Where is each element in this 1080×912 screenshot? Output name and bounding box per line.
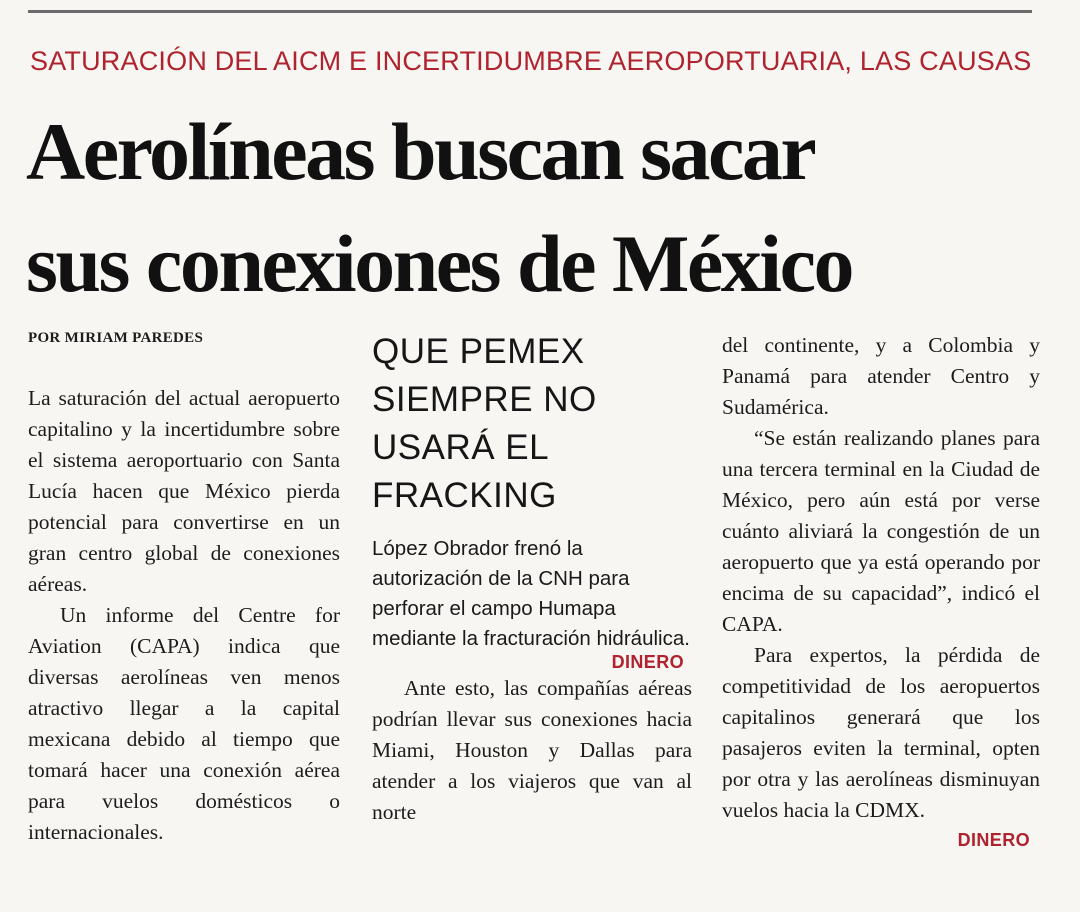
sidebar-headline: QUE PEMEX SIEMPRE NO USARÁ EL FRACKING [372, 332, 597, 515]
sidebar-section-tag: DINERO [611, 652, 684, 672]
paragraph-3-continued: del continente, y a Colombia y Panamá para atender Centro y Sudamérica. [722, 333, 1040, 419]
byline: POR MIRIAM PAREDES [28, 330, 204, 346]
headline-line-1: Aerolíneas buscan sacar [26, 106, 815, 197]
column-1 [28, 330, 340, 848]
paragraph-4: “Se están realizando planes para una tercera terminal en la Ciudad de México, pero aún está por verse cuánto aliviará la congestión de un aeropuerto que ya está operando por encima de su capacidad”, indicó el CAPA. [722, 426, 1040, 636]
kicker: SATURACIÓN DEL AICM E INCERTIDUMBRE AEROPORTUARIA, LAS CAUSAS [30, 46, 1032, 76]
paragraph-1: La saturación del actual aeropuerto capitalino y la incertidumbre sobre el sistema aeroportuario con Santa Lucía hacen que México pierda potencial para convertirse en un gran centro global de conexiones aéreas. [28, 386, 340, 596]
paragraph-5: Para expertos, la pérdida de competitividad de los aeropuertos capitalinos generará que los pasajeros eviten la terminal, opten por otra y las aerolíneas disminuyan vuelos hacia la CDMX. [722, 643, 1040, 822]
top-rule [28, 10, 1032, 13]
footer-section-tag: DINERO [957, 830, 1030, 850]
headline [26, 96, 1066, 320]
paragraph-3: Ante esto, las compañías aéreas podrían llevar sus conexiones hacia Miami, Houston y Dallas para atender a los viajeros que van al norte [372, 676, 692, 824]
column-3 [722, 330, 1040, 851]
column-2 [372, 330, 692, 828]
headline-line-2: sus conexiones de México [26, 218, 852, 309]
paragraph-2: Un informe del Centre for Aviation (CAPA) indica que diversas aerolíneas ven menos atractivo llegar a la capital mexicana debido al tiempo que tomará hacer una conexión aérea para vuelos domésticos o internacionales. [28, 603, 340, 844]
sidebar-body: López Obrador frenó la autorización de la CNH para perforar el campo Humapa mediante la fracturación hidráulica. [372, 537, 690, 650]
